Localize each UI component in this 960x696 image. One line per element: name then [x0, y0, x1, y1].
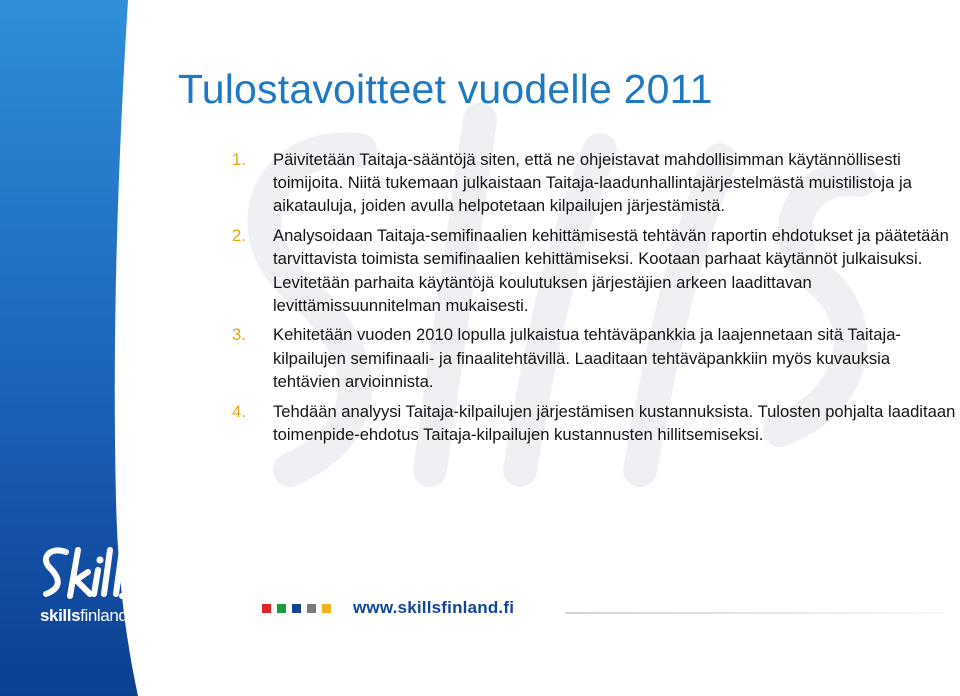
logo-wordmark-strong: skills — [40, 606, 81, 625]
list-item-goal-4 — [232, 400, 960, 446]
goal-number: 1. — [232, 150, 246, 169]
footer-divider — [565, 612, 943, 614]
goal-text: Kehitetään vuoden 2010 lopulla julkaistua tehtäväpankkia ja laajennetaan sitä Taitaja-kilpailujen semifinaali- ja finaalitehtävillä. Laaditaan tehtäväpankkiin myös kuvauksia tehtävien arvioinnista. — [273, 325, 901, 391]
logo-wordmark — [40, 606, 127, 626]
skills-script-logo-icon — [36, 542, 140, 606]
logo-wordmark-light: finland — [80, 606, 128, 625]
goals-list — [232, 148, 960, 452]
goal-number: 2. — [232, 226, 246, 246]
brand-dot — [322, 604, 331, 613]
goal-text: Tehdään analyysi Taitaja-kilpailujen järjestämisen kustannuksista. Tulosten pohjalta laaditaan toimenpide-ehdotus Taitaja-kilpailujen kustannusten hillitsemiseksi. — [273, 401, 956, 444]
brand-dot — [277, 604, 286, 613]
list-item-goal-3 — [232, 323, 960, 393]
brand-dot — [292, 604, 301, 613]
list-item-goal-1 — [232, 148, 960, 218]
footer-bar — [262, 593, 514, 623]
goal-text: Päivitetään Taitaja-sääntöjä siten, että ne ohjeistavat mahdollisimman käytännöllisesti toimijoita. Niitä tukemaan julkaistaan Taitaja-laadunhallintajärjestelmästä muistilistoja ja aikatauluja, joiden avulla helpotetaan kilpailujen järjestämistä. — [273, 150, 912, 216]
goal-text: Analysoidaan Taitaja-semifinaalien kehittämisestä tehtävän raportin ehdotukset ja päätetään tarvittavista toimista semifinaalien kehittämiseksi. Kootaan parhaat käytännöt julkaisuksi. Levitetään parhaita käytäntöjä koulutuksen järjestäjien arkeen laadittavan levittämissuunnitelman mukaisesti. — [273, 226, 949, 315]
website-link[interactable]: www.skillsfinland.fi — [353, 598, 515, 617]
list-item-goal-2 — [232, 224, 960, 317]
brand-dot — [307, 604, 316, 613]
slide-title: Tulostavoitteet vuodelle 2011 — [178, 66, 713, 112]
skillsfinland-logo — [36, 542, 140, 632]
goal-number: 3. — [232, 325, 246, 345]
brand-color-dots — [262, 604, 331, 613]
goal-number: 4. — [232, 401, 246, 421]
brand-dot — [262, 604, 271, 613]
